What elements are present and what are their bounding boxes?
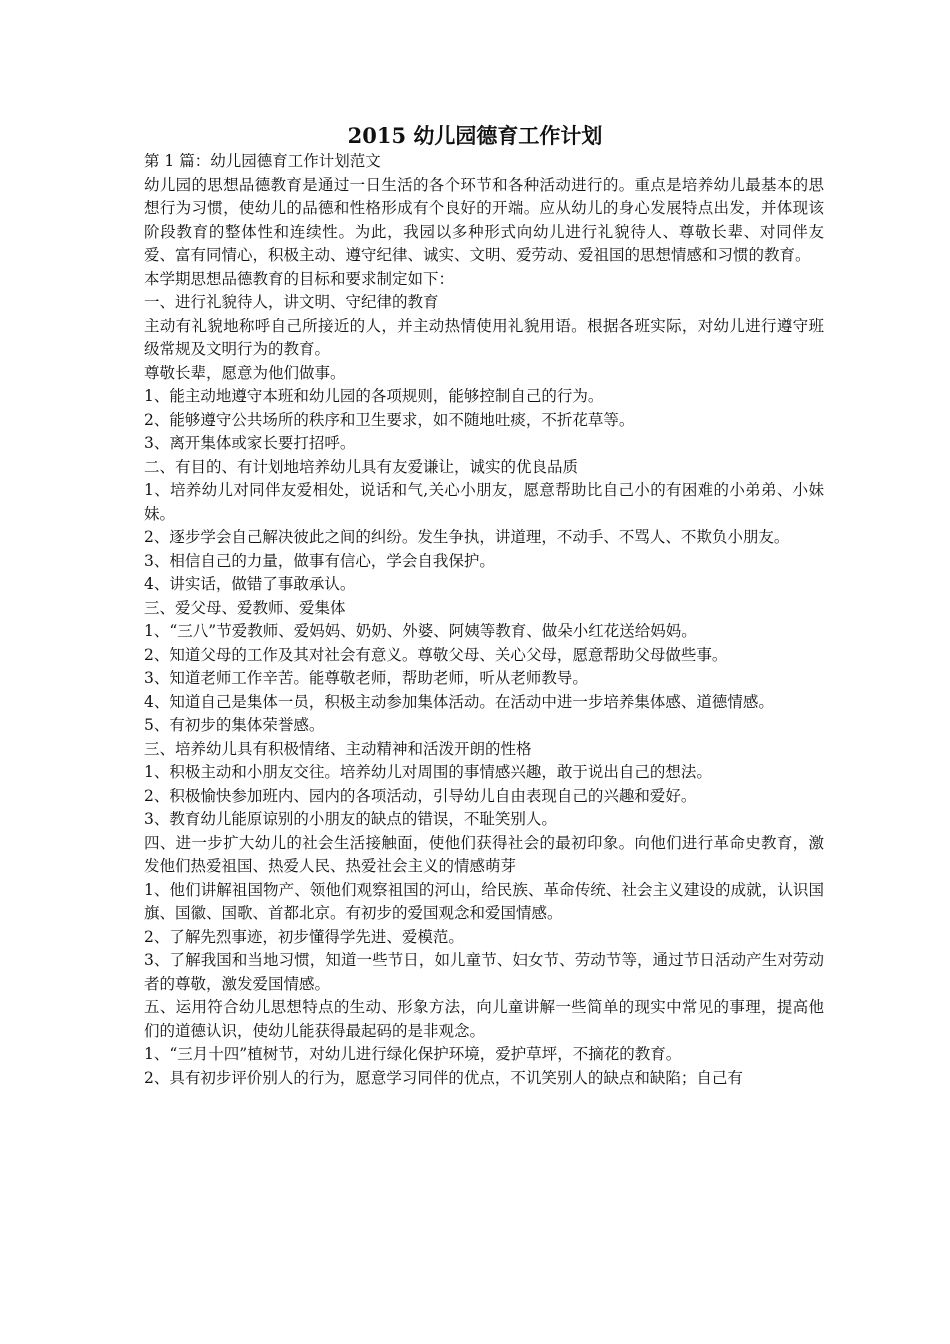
paragraph: 本学期思想品德教育的目标和要求制定如下： <box>144 269 455 288</box>
paragraph: 1、培养幼儿对同伴友爱相处，说话和气,关心小朋友，愿意帮助比自己小的有困难的小弟弟、小妹妹。 <box>144 481 824 523</box>
document-body <box>144 150 824 1090</box>
paragraph: 三、爱父母、爱教师、爱集体 <box>144 598 346 617</box>
paragraph: 第 1 篇：幼儿园德育工作计划范文 <box>144 152 381 170</box>
paragraph: 3、离开集体或家长要打招呼。 <box>144 434 356 452</box>
paragraph: 一、进行礼貌待人，讲文明、守纪律的教育 <box>144 293 439 311</box>
paragraph: 3、知道老师工作辛苦。能尊敬老师，帮助老师，听从老师教导。 <box>144 669 588 687</box>
paragraph: 二、有目的、有计划地培养幼儿具有友爱谦让，诚实的优良品质 <box>144 457 579 476</box>
paragraph: 1、积极主动和小朋友交往。培养幼儿对周围的事情感兴趣，敢于说出自己的想法。 <box>144 763 712 781</box>
paragraph: 1、能主动地遵守本班和幼儿园的各项规则，能够控制自己的行为。 <box>144 387 604 405</box>
paragraph: 1、“三月十四”植树节，对幼儿进行绿化保护环境，爱护草坪，不摘花的教育。 <box>144 1045 682 1063</box>
paragraph: 2、具有初步评价别人的行为，愿意学习同伴的优点，不讥笑别人的缺点和缺陷；自己有 <box>144 1068 743 1087</box>
paragraph: 4、知道自己是集体一员，积极主动参加集体活动。在活动中进一步培养集体感、道德情感。 <box>144 692 774 711</box>
paragraph: 幼儿园的思想品德教育是通过一日生活的各个环节和各种活动进行的。重点是培养幼儿最基本的思想行为习惯，使幼儿的品德和性格形成有个良好的开端。应从幼儿的身心发展特点出发，并体现该阶段教育的整体性和连续性。为此，我园以多种形式向幼儿进行礼貌待人、尊敬长辈、对同伴友爱、富有同情心，积极主动、遵守纪律、诚实、文明、爱劳动、爱祖国的思想情感和习惯的教育。 <box>144 175 824 264</box>
paragraph: 四、进一步扩大幼儿的社会生活接触面，使他们获得社会的最初印象。向他们进行革命史教育，激发他们热爱祖国、热爱人民、热爱社会主义的情感萌芽 <box>144 833 824 875</box>
paragraph: 尊敬长辈，愿意为他们做事。 <box>144 363 346 382</box>
paragraph: 2、积极愉快参加班内、园内的各项活动，引导幼儿自由表现自己的兴趣和爱好。 <box>144 786 697 805</box>
paragraph: 五、运用符合幼儿思想特点的生动、形象方法，向儿童讲解一些简单的现实中常见的事理，提高他们的道德认识，使幼儿能获得最起码的是非观念。 <box>144 998 824 1040</box>
paragraph: 4、讲实话，做错了事敢承认。 <box>144 575 356 593</box>
paragraph: 2、了解先烈事迹，初步懂得学先进、爱模范。 <box>144 927 464 946</box>
paragraph: 1、他们讲解祖国物产、领他们观察祖国的河山，给民族、革命传统、社会主义建设的成就，认识国旗、国徽、国歌、首都北京。有初步的爱国观念和爱国情感。 <box>144 880 824 922</box>
paragraph: 2、能够遵守公共场所的秩序和卫生要求，如不随地吐痰，不折花草等。 <box>144 410 635 429</box>
paragraph: 3、了解我国和当地习惯，知道一些节日，如儿童节、妇女节、劳动节等，通过节日活动产生对劳动者的尊敬，激发爱国情感。 <box>144 951 824 993</box>
paragraph: 三、培养幼儿具有积极情绪、主动精神和活泼开朗的性格 <box>144 739 532 758</box>
document-title: 2015 幼儿园德育工作计划 <box>347 123 603 148</box>
paragraph: 3、相信自己的力量，做事有信心，学会自我保护。 <box>144 551 495 570</box>
paragraph: 3、教育幼儿能原谅别的小朋友的缺点的错误，不耻笑别人。 <box>144 810 557 828</box>
paragraph: 2、知道父母的工作及其对社会有意义。尊敬父母、关心父母，愿意帮助父母做些事。 <box>144 645 728 664</box>
paragraph: 1、“三八”节爱教师、爱妈妈、奶奶、外婆、阿姨等教育、做朵小红花送给妈妈。 <box>144 622 697 640</box>
paragraph: 5、有初步的集体荣誉感。 <box>144 716 325 734</box>
paragraph: 2、逐步学会自己解决彼此之间的纠纷。发生争执，讲道理，不动手、不骂人、不欺负小朋友。 <box>144 528 790 546</box>
paragraph: 主动有礼貌地称呼自己所接近的人，并主动热情使用礼貌用语。根据各班实际，对幼儿进行遵守班级常规及文明行为的教育。 <box>144 316 824 358</box>
